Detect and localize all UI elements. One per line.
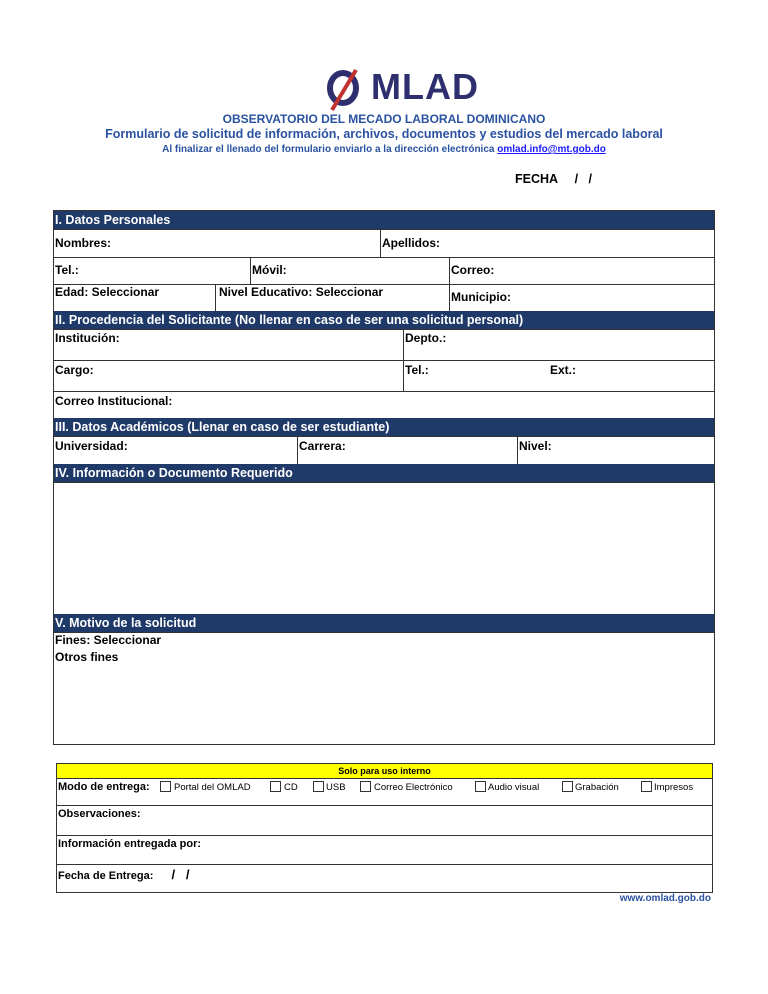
otros-fines-field[interactable]: Otros fines [55, 650, 119, 664]
website-link[interactable]: www.omlad.gob.do [619, 893, 711, 904]
entregada-por-field[interactable]: Información entregada por: [58, 838, 202, 850]
checkbox-grabacion[interactable] [562, 781, 573, 792]
modo-entrega-label: Modo de entrega: [58, 781, 150, 793]
fecha-field[interactable] [515, 172, 592, 186]
fecha-entrega-label: Fecha de Entrega: [58, 870, 154, 882]
internal-use-header: Solo para uso interno [57, 764, 712, 779]
option-audio-label: Audio visual [488, 782, 540, 793]
email-link[interactable]: omlad.info@mt.gob.do [497, 144, 606, 155]
option-impresos-label: Impresos [654, 782, 694, 793]
institucion-field[interactable]: Institución: [55, 331, 120, 345]
internal-use-table [56, 763, 713, 893]
section-motivo-header: V. Motivo de la solicitud [54, 614, 714, 632]
option-grabacion-label: Grabación [575, 782, 619, 793]
municipio-field[interactable]: Municipio: [451, 290, 511, 304]
depto-field[interactable]: Depto.: [405, 331, 447, 345]
fecha-label: FECHA [515, 172, 558, 186]
apellidos-field[interactable]: Apellidos: [382, 236, 441, 250]
universidad-field[interactable]: Universidad: [55, 439, 128, 453]
checkbox-audio[interactable] [475, 781, 486, 792]
checkbox-portal[interactable] [160, 781, 171, 792]
section-personal-header: I. Datos Personales [54, 211, 714, 229]
checkbox-usb[interactable] [313, 781, 324, 792]
correo-institucional-field[interactable]: Correo Institucional: [55, 394, 173, 408]
nivel-field[interactable]: Nivel: [519, 439, 552, 453]
edad-label: Edad: Seleccionar [55, 285, 160, 299]
ext-field[interactable]: Ext.: [550, 363, 577, 377]
request-form [53, 210, 715, 745]
checkbox-impresos[interactable] [641, 781, 652, 792]
org-name: OBSERVATORIO DEL MECADO LABORAL DOMINICANO [222, 112, 546, 126]
observaciones-field[interactable]: Observaciones: [58, 808, 141, 820]
option-cd-label: CD [284, 782, 298, 793]
fecha-entrega-separators: / / [171, 867, 190, 882]
edad-select[interactable] [55, 285, 159, 299]
carrera-field[interactable]: Carrera: [299, 439, 346, 453]
nombres-field[interactable]: Nombres: [55, 236, 112, 250]
tel-field[interactable]: Tel.: [55, 263, 79, 277]
checkbox-cd[interactable] [270, 781, 281, 792]
movil-field[interactable]: Móvil: [252, 263, 287, 277]
checkbox-correo[interactable] [360, 781, 371, 792]
option-usb-label: USB [326, 782, 346, 793]
logo-letters: MLAD [371, 66, 479, 107]
section-academicos-header: III. Datos Académicos (Llenar en caso de ser estudiante) [54, 418, 714, 436]
informacion-textarea[interactable] [54, 483, 714, 613]
tel-inst-field[interactable]: Tel.: [405, 363, 429, 377]
section-informacion-header: IV. Información o Documento Requerido [54, 464, 714, 482]
form-title: Formulario de solicitud de información, archivos, documentos y estudios del mercado laboral [105, 127, 663, 141]
fecha-separators: / / [574, 172, 592, 186]
option-portal-label: Portal del OMLAD [174, 782, 251, 793]
fines-select[interactable]: Fines: Seleccionar [55, 633, 162, 647]
fecha-entrega-field[interactable] [58, 867, 190, 882]
cargo-field[interactable]: Cargo: [55, 363, 94, 377]
section-procedencia-header: II. Procedencia del Solicitante (No llenar en caso de ser una solicitud personal) [54, 311, 714, 329]
correo-field[interactable]: Correo: [451, 263, 495, 277]
instructions [0, 144, 768, 155]
nivel-educativo-select[interactable]: Nivel Educativo: Seleccionar [219, 285, 384, 299]
instructions-text: Al finalizar el llenado del formulario enviarlo a la dirección electrónica [162, 144, 495, 155]
option-correo-label: Correo Electrónico [374, 782, 453, 793]
logo-text [342, 66, 479, 108]
